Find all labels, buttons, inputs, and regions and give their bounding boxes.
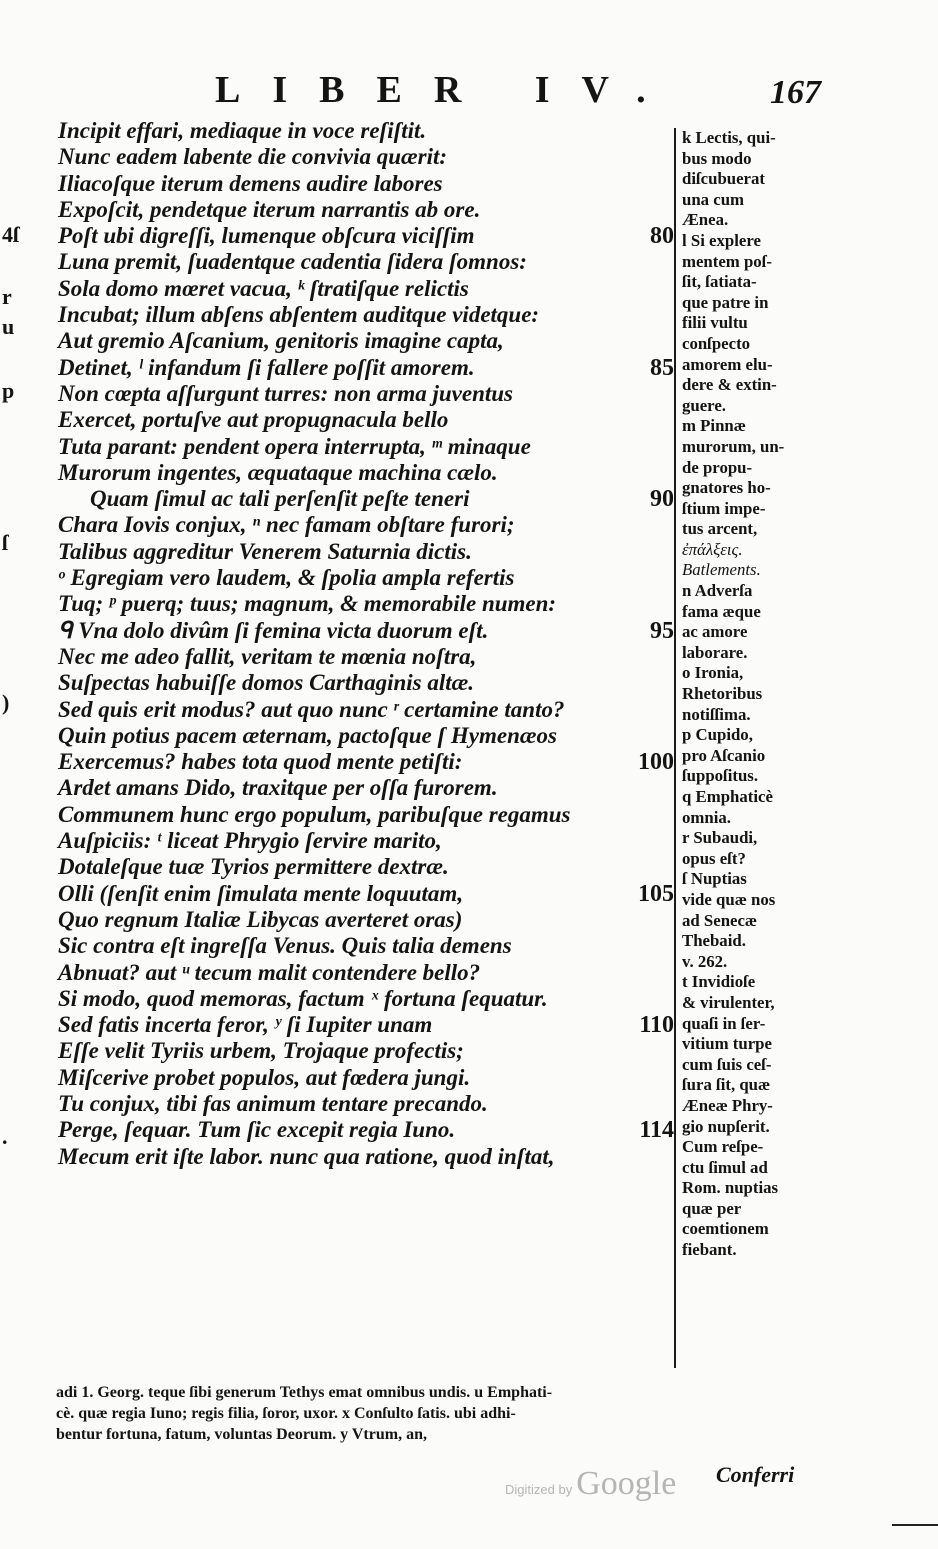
verse-text: Sed quis erit modus? aut quo nunc ʳ certamine tanto? <box>58 696 565 722</box>
verse-line <box>58 670 668 696</box>
side-note-line: l Si explere <box>682 230 761 250</box>
side-note-line: amorem elu- <box>682 354 773 374</box>
verse-line <box>58 1065 668 1091</box>
side-note-line: cum ſuis ceſ- <box>682 1054 772 1074</box>
verse-text: Sed fatis incerta feror, ʸ ſi Iupiter unam <box>58 1012 433 1038</box>
line-number: 105 <box>638 880 674 907</box>
line-number: 85 <box>650 354 674 381</box>
footnote-line: bentur fortuna, fatum, voluntas Deorum. y Vtrum, an, <box>56 1426 427 1443</box>
side-note-line: t Invidioſe <box>682 972 756 992</box>
verse-line <box>58 249 668 275</box>
verse-text: Sola domo mœret vacua, ᵏ ſtratiſque relictis <box>58 275 469 301</box>
side-note-line: fama æque <box>682 601 761 621</box>
verse-column <box>58 118 674 1170</box>
side-note-line: quaſi in ſer- <box>682 1013 766 1033</box>
verse-text: Aut gremio Aſcanium, genitoris imagine capta, <box>58 328 504 354</box>
side-note-line: Batlements. <box>682 560 761 580</box>
verse-line <box>58 802 668 828</box>
google-logo: Google <box>576 1465 677 1502</box>
side-note-line: conſpecto <box>682 333 751 353</box>
margin-mark: ) <box>2 690 10 715</box>
verse-text: Si modo, quod memoras, factum ˣ fortuna ſequatur. <box>58 985 548 1011</box>
side-note-line: bus modo <box>682 148 752 168</box>
verse-text: Quin potius pacem æternam, pactoſque ſ Hymenæos <box>58 722 557 748</box>
side-note-line: m Pinnæ <box>682 416 746 436</box>
verse-text: Poſt ubi digreſſi, lumenque obſcura viciſſim <box>58 223 475 249</box>
verse-text: Nec me adeo fallit, veritam te mœnia noſtra, <box>58 643 477 669</box>
verse-text: Expoſcit, pendetque iterum narrantis ab ore. <box>58 196 481 222</box>
side-note-line: ſ Nuptias <box>682 869 747 889</box>
margin-mark: u <box>2 314 15 339</box>
verse-line <box>58 565 668 591</box>
side-note-line: coemtionem <box>682 1219 769 1239</box>
verse-line <box>58 171 668 197</box>
verse-line <box>58 276 668 302</box>
margin-mark: r <box>2 284 12 309</box>
verse-text: Incubat; illum abſens abſentem auditque videtque: <box>58 302 540 328</box>
side-note-line: laborare. <box>682 642 748 662</box>
margin-mark: 4ſ <box>2 222 20 247</box>
line-number: 80 <box>650 223 674 250</box>
verse-text: Communem hunc ergo populum, paribuſque regamus <box>58 801 571 827</box>
side-note-line: q Emphaticè <box>682 787 773 806</box>
watermark-prefix: Digitized by <box>505 1482 573 1497</box>
verse-line <box>58 907 668 933</box>
side-note-line: vitium turpe <box>682 1034 772 1054</box>
verse-text: Luna premit, ſuadentque cadentia ſidera ſomnos: <box>58 249 527 275</box>
side-note-line: v. 262. <box>682 951 728 971</box>
side-note-line: o Ironia, <box>682 663 744 683</box>
side-note-line: una cum <box>682 189 745 209</box>
line-number: 110 <box>639 1012 674 1039</box>
side-note-line: tus arcent, <box>682 519 758 539</box>
side-note-line: ſuppoſitus. <box>682 766 759 786</box>
footnote-line: adi 1. Georg. teque ſibi generum Tethys emat omnibus undis. u Emphati- <box>56 1384 553 1401</box>
side-note-line: ſura ſit, quæ <box>682 1075 771 1095</box>
side-note-line: de propu- <box>682 457 753 477</box>
side-note-line: filii vultu <box>682 313 748 333</box>
side-note-line: Æneæ Phry- <box>682 1095 773 1115</box>
verse-line <box>58 880 674 907</box>
verse-text: Miſcerive probet populos, aut fœdera jungi. <box>58 1064 471 1090</box>
side-note-line: notiſſima. <box>682 704 751 724</box>
verse-line <box>58 854 668 880</box>
verse-line <box>58 1038 668 1064</box>
verse-text: Dotaleſque tuæ Tyrios permittere dextræ. <box>58 854 449 880</box>
verse-line <box>58 1117 674 1144</box>
side-note-line: Rhetoribus <box>682 684 763 704</box>
line-number: 114 <box>639 1117 674 1144</box>
running-header: LIBER IV. <box>215 69 678 111</box>
verse-line <box>58 144 668 170</box>
verse-text: Incipit effari, mediaque in voce reſiſtit. <box>58 118 427 143</box>
verse-text: Quo regnum Italiæ Libycas averteret oras) <box>58 906 463 932</box>
side-note-line: fiebant. <box>682 1240 737 1260</box>
verse-text: ᑫ Vna dolo divûm ſi femina victa duorum eſt. <box>58 617 489 643</box>
verse-line <box>58 486 674 513</box>
verse-line <box>58 460 668 486</box>
footnote-line: cè. quæ regia Iuno; regis filia, ſoror, uxor. x Conſulto ſatis. ubi adhi- <box>56 1405 516 1422</box>
verse-text: Tu conjux, tibi fas animum tentare precando. <box>58 1090 488 1116</box>
verse-text: Exercemus? habes tota quod mente petiſti: <box>58 749 463 775</box>
verse-line <box>58 960 668 986</box>
verse-text: Auſpiciis: ᵗ liceat Phrygio ſervire marito, <box>58 828 442 854</box>
verse-text: Abnuat? aut ᵘ tecum malit contendere bello? <box>58 959 481 985</box>
verse-text: Murorum ingentes, æquataque machina cælo. <box>58 459 498 485</box>
verse-line <box>58 617 674 644</box>
verse-line <box>58 986 668 1012</box>
side-note-line: Thebaid. <box>682 931 746 951</box>
verse-line <box>58 828 668 854</box>
verse-line <box>58 1144 668 1170</box>
side-note-line: ctu ſimul ad <box>682 1157 768 1177</box>
side-note-line: opus eſt? <box>682 848 746 868</box>
side-note-line: k Lectis, qui- <box>682 128 776 147</box>
line-number: 100 <box>638 749 674 776</box>
side-note-line: ad Senecæ <box>682 910 758 930</box>
side-note-line: guere. <box>682 395 726 415</box>
verse-text: Sic contra eſt ingreſſa Venus. Quis talia demens <box>58 933 512 959</box>
verse-line <box>58 723 668 749</box>
side-note-line: & virulenter, <box>682 992 775 1012</box>
verse-text: Iliacoſque iterum demens audire labores <box>58 170 443 196</box>
verse-line <box>58 302 668 328</box>
verse-line <box>58 1012 674 1039</box>
side-note-line: ac amore <box>682 622 748 642</box>
verse-text: Exercet, portuſve aut propugnacula bello <box>58 407 449 433</box>
verse-text: Perge, ſequar. Tum ſic excepit regia Iuno. <box>58 1117 456 1143</box>
margin-mark: . <box>2 1124 8 1149</box>
verse-line <box>58 539 668 565</box>
footnotes <box>56 1382 856 1445</box>
side-note-line: gnatores ho- <box>682 478 771 498</box>
verse-line <box>58 749 674 776</box>
verse-text: Talibus aggreditur Venerem Saturnia dictis. <box>58 538 472 564</box>
side-note-line: n Adverſa <box>682 581 753 601</box>
verse-line <box>58 512 668 538</box>
verse-line <box>58 697 668 723</box>
bottom-edge-rule <box>892 1524 938 1526</box>
verse-line <box>58 328 668 354</box>
verse-line <box>58 1091 668 1117</box>
side-note-line: diſcubuerat <box>682 169 765 189</box>
side-note-line: ſtium impe- <box>682 498 766 518</box>
verse-text: Tuta parant: pendent opera interrupta, ᵐ minaque <box>58 433 531 459</box>
column-divider <box>674 128 676 1368</box>
line-number: 95 <box>650 617 674 644</box>
verse-text: Detinet, ˡ infandum ſi fallere poſſit amorem. <box>58 354 475 380</box>
side-note-line: p Cupido, <box>682 725 753 745</box>
verse-text: Ardet amans Dido, traxitque per oſſa furorem. <box>58 775 498 801</box>
side-note-line: murorum, un- <box>682 436 785 456</box>
verse-line <box>58 933 668 959</box>
verse-line <box>58 197 668 223</box>
side-note-line: ſit, ſatiata- <box>682 272 757 292</box>
side-note-line: pro Aſcanio <box>682 745 766 765</box>
verse-text: Non cœpta aſſurgunt turres: non arma juventus <box>58 380 513 406</box>
verse-line <box>58 407 668 433</box>
verse-line <box>58 644 668 670</box>
side-note-line: dere & extin- <box>682 375 777 395</box>
verse-line <box>58 591 668 617</box>
side-note-line: r Subaudi, <box>682 828 758 848</box>
margin-mark: p <box>2 378 15 403</box>
side-note-line: Rom. nuptias <box>682 1178 779 1198</box>
verse-text: ᵒ Egregiam vero laudem, & ſpolia ampla refertis <box>58 565 515 591</box>
verse-text: Olli (ſenſit enim ſimulata mente loquutam, <box>58 880 464 906</box>
margin-mark: ſ <box>2 530 9 555</box>
side-note-line: Cum reſpe- <box>682 1137 764 1157</box>
verse-text: Chara Iovis conjux, ⁿ nec famam obſtare furori; <box>58 512 515 538</box>
side-note-line: Ænea. <box>682 210 729 230</box>
verse-text: Nunc eadem labente die convivia quærit: <box>58 144 448 170</box>
verse-line <box>58 434 668 460</box>
side-note-line: que patre in <box>682 292 769 312</box>
digitized-watermark <box>505 1465 676 1503</box>
left-margin-bleed <box>0 0 20 1549</box>
verse-text: Suſpectas habuiſſe domos Carthaginis altæ. <box>58 670 474 696</box>
side-note-line: quæ per <box>682 1198 742 1218</box>
side-note-line: gio nupſerit. <box>682 1116 770 1136</box>
side-note-line: vide quæ nos <box>682 889 776 909</box>
catchword: Conferri <box>716 1462 795 1487</box>
verse-line <box>58 118 668 144</box>
side-note-line: omnia. <box>682 807 731 827</box>
verse-line <box>58 775 668 801</box>
verse-line <box>58 381 668 407</box>
verse-text: Tuq; ᵖ puerq; tuus; magnum, & memorabile numen: <box>58 591 557 617</box>
page-number: 167 <box>770 74 821 111</box>
verse-text: Mecum erit iſte labor. nunc qua ratione, quod inſtat, <box>58 1143 555 1169</box>
verse-line <box>58 223 674 250</box>
side-note-line: mentem poſ- <box>682 251 772 271</box>
line-number: 90 <box>650 486 674 513</box>
verse-line <box>58 354 674 381</box>
side-note-line: ἐπάλξεις. <box>682 539 743 559</box>
side-notes-column <box>682 128 832 1261</box>
verse-text: Eſſe velit Tyriis urbem, Trojaque profectis; <box>58 1038 464 1064</box>
verse-text: Quam ſimul ac tali perſenſit peſte teneri <box>90 486 470 512</box>
